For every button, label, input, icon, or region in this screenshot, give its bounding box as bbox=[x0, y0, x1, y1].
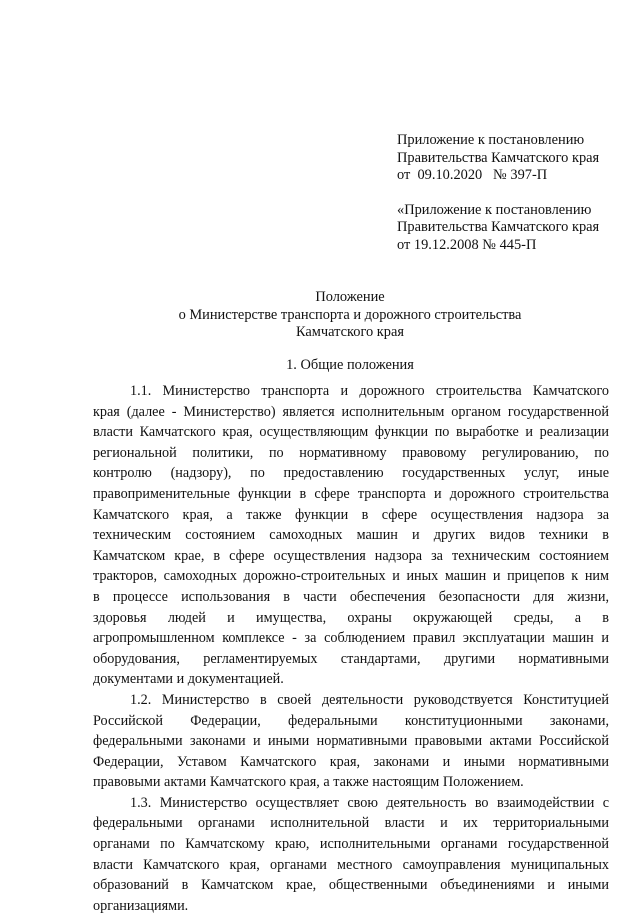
document-title bbox=[60, 289, 640, 342]
appendix-original-line-1: «Приложение к постановлению bbox=[397, 201, 592, 218]
title-line-2: о Министерстве транспорта и дорожного строительства bbox=[178, 306, 522, 323]
appendix-current-date-number: от 09.10.2020 № 397-П bbox=[397, 167, 548, 184]
paragraph-line: в процессе использования в части обеспечения безопасности для жизни, bbox=[93, 588, 609, 605]
paragraph-line: 1.3. Министерство осуществляет свою деятельность во взаимодействии с bbox=[130, 794, 609, 811]
paragraph-line: власти Камчатского края, осуществляющим функции по выработке и реализации bbox=[93, 424, 609, 441]
appendix-original-date-number: от 19.12.2008 № 445-П bbox=[397, 236, 537, 253]
paragraph-line: федеральными органами исполнительной власти и их территориальными bbox=[93, 815, 609, 832]
paragraph-line: органами по Камчатскому краю, исполнительными органами государственной bbox=[93, 836, 609, 853]
paragraph-3 bbox=[93, 793, 609, 916]
paragraph-line: края (далее - Министерство) является исполнительным органом государственной bbox=[93, 403, 609, 420]
body-text bbox=[93, 381, 609, 916]
paragraph-line: федеральными законами и иными нормативными правовыми актами Российской bbox=[93, 733, 609, 750]
appendix-current-line-1: Приложение к постановлению bbox=[397, 132, 585, 148]
paragraph-line: агропромышленном комплексе - за соблюдением правил эксплуатации машин и bbox=[93, 630, 609, 647]
paragraph-line: региональной политики, по нормативному правовому регулированию, по bbox=[93, 444, 609, 461]
appendix-original-line-2: Правительства Камчатского края bbox=[397, 219, 600, 236]
appendix-current-block bbox=[397, 132, 627, 185]
paragraph-line: оборудования, регламентируемых стандартами, другими нормативными bbox=[93, 650, 609, 667]
paragraph-line: контролю (надзору), по предоставлению государственных услуг, иные bbox=[93, 465, 609, 482]
paragraph-line: Камчатском крае, в сфере осуществления надзора за техническим состоянием bbox=[93, 547, 609, 564]
section-heading: 1. Общие положения bbox=[286, 357, 414, 373]
paragraph-line: правоприменительные функции в сфере транспорта и дорожного строительства bbox=[93, 485, 609, 502]
appendix-original-block bbox=[397, 202, 627, 255]
paragraph-1 bbox=[93, 381, 609, 690]
paragraph-line: 1.1. Министерство транспорта и дорожного строительства Камчатского bbox=[130, 383, 609, 399]
paragraph-line: тракторов, самоходных дорожно-строительных и иных машин и прицепов к ним bbox=[93, 568, 609, 585]
paragraph-line: техническим состоянием самоходных машин и других видов техники в bbox=[93, 527, 609, 544]
appendix-current-line-2: Правительства Камчатского края bbox=[397, 149, 600, 166]
paragraph-line: 1.2. Министерство в своей деятельности руководствуется Конституцией bbox=[130, 691, 609, 708]
paragraph-2 bbox=[93, 690, 609, 793]
paragraph-line: Федерации, Уставом Камчатского края, законами и иными нормативными bbox=[93, 753, 609, 770]
title-line-1: Положение bbox=[315, 289, 385, 305]
paragraph-line: организациями. bbox=[93, 897, 189, 914]
paragraph-line: Камчатского края, а также функции в сфере осуществления надзора за bbox=[93, 506, 609, 523]
paragraph-line: документами и документацией. bbox=[93, 671, 284, 688]
paragraph-line: образований в Камчатском крае, общественными объединениями и иными bbox=[93, 877, 609, 894]
title-line-3: Камчатского края bbox=[296, 324, 404, 341]
paragraph-line: власти Камчатского края, органами местного самоуправления муниципальных bbox=[93, 856, 609, 873]
paragraph-line: здоровья людей и имущества, охраны окружающей среды, а в bbox=[93, 609, 609, 626]
appendix-header bbox=[397, 132, 627, 255]
paragraph-line: Российской Федерации, федеральными конституционными законами, bbox=[93, 712, 609, 729]
paragraph-line: правовыми актами Камчатского края, а также настоящим Положением. bbox=[93, 774, 524, 791]
